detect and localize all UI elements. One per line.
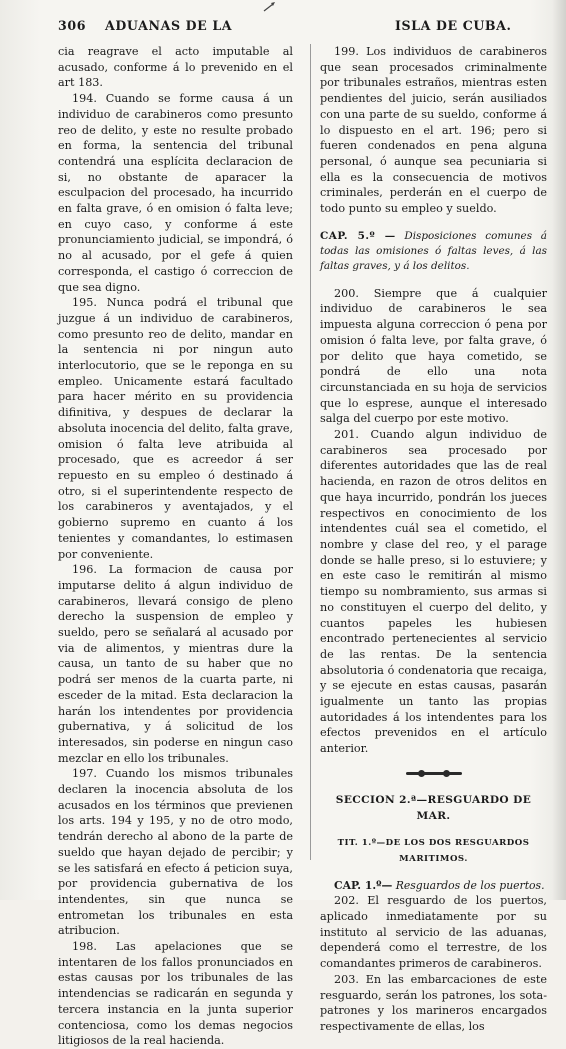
article-197: 197. Cuando los mismos tribunales declaren la inocencia absoluta de los acusados en los términos que previenen los arts. 194 y 195, y no de otro modo, tendrán derecho al abono de la parte de sueldo que hayan dejado de percibir; y se les satisfará en efecto á peticion suya, por providencia gubernativa de los intendentes, sin que nunca se entrometan los tribunales en esta atribucion.: [58, 767, 293, 938]
pen-mark-icon: [262, 2, 276, 12]
section-heading: SECCION 2.ª—RESGUARDO DE MAR.: [335, 793, 532, 822]
chapter-5-heading: [320, 229, 547, 274]
article-194: 194. Cuando se forme causa á un individuo de carabineros como presunto reo de delito, y este no resulte probado en forma, la sentencia del tribunal contendrá una esplícita declaracion de si, no obstante de aparacer la esculpacion del procesado, ha incurrido en falta grave, ó en omision ó falta leve; en cuyo caso, y conforme á este pronunciamiento judicial, se impondrá, ó no al acusado, por el gefe á quien corresponda, el castigo ó correccion de que sea digno.: [58, 92, 293, 294]
chapter-1-title: Resguardos de los puertos.: [395, 878, 545, 892]
article-195: 195. Nunca podrá el tribunal que juzgue á un individuo de carabineros, como presunto reo de delito, mandar en la sentencia ni por ningun auto interlocutorio, que se le reponga en su empleo. Unicamente estará facultado para hacer mérito en su providencia difinitiva, y despues de declarar la absoluta inocencia del delito, falta grave, omision ó falta leve atribuida al procesado, que es acreedor á ser repuesto en su empleo ó destinado á otro, si el superintendente respecto de los carabineros y aventajados, y el gobierno supremo en cuanto á los tenientes y comandantes, lo estimasen por conveniente.: [58, 296, 293, 561]
page-number: 306: [58, 18, 87, 33]
header-title-right: ISLA DE CUBA.: [395, 18, 512, 33]
article-203: 203. En las embarcaciones de este resguardo, serán los patrones, los sota-patrones y los marineros encargados respectivamente de ellas, los: [320, 972, 547, 1033]
divider-ornament: [320, 763, 547, 783]
article-199: 199. Los individuos de carabineros que sean procesados criminalmente por tribunales estraños, mientras esten pendientes del juicio, serán ausiliados con una parte de su sueldo, conforme á lo dispuesto en el art. 196; pero si fueren condenados en pena alguna personal, ó aunque sea pecuniaria si ella es la consecuencia de motivos criminales, perderán en el cuerpo de todo punto su empleo y sueldo.: [320, 45, 547, 216]
page-edge-shadow: [552, 0, 566, 900]
chapter-1-heading: [320, 878, 547, 894]
chapter-1-label: CAP. 1.º—: [334, 878, 393, 892]
left-column: [58, 44, 293, 1048]
paragraph: cia reagrave el acto imputable al acusado, conforme á lo prevenido en el art 183.: [58, 45, 293, 90]
article-202: 202. El resguardo de los puertos, aplicado inmediatamente por su instituto al servicio de las aduanas, dependerá como el terrestre, de los comandantes primeros de carabineros.: [320, 894, 547, 971]
article-196: 196. La formacion de causa por imputarse delito á algun individuo de carabineros, llevará consigo de pleno derecho la suspension de empleo y sueldo, pero se señalará al acusado por via de alimentos, y mientras dure la causa, un tanto de su haber que no podrá ser menos de la cuarta parte, ni esceder de la mitad. Esta declaracion la harán los intendentes por providencia gubernativa, y á solicitud de los interesados, sin poderse en ningun caso mezclar en ello los tribunales.: [58, 563, 293, 765]
chapter-5-label: CAP. 5.º —: [320, 229, 396, 242]
right-column: [310, 44, 547, 1033]
article-201: 201. Cuando algun individuo de carabineros sea procesado por diferentes autoridades que las de real hacienda, en razon de otros delitos en que haya incurrido, pondrán los jueces respectivos en conocimiento de los intendentes cuál sea el cometido, el nombre y clase del reo, y el parage donde se halle preso, si lo estuviere; y en este caso le remitirán al mismo tiempo su nombramiento, sus armas si no constituyen el cuerpo del delito, y cuantos papeles les hubiesen encontrado pertenecientes al servicio de las rentas. De la sentencia absolutoria ó condenatoria que recaiga, y se ejecute en estas causas, pasarán igualmente un tanto las propias autoridades á los intendentes para los efectos prevenidos en el artículo anterior.: [320, 428, 547, 756]
title-heading: TIT. 1.º—DE LOS DOS RESGUARDOS MARITIMOS.: [337, 838, 530, 864]
header-title-left: ADUANAS DE LA: [105, 18, 233, 33]
chapter-5-title: Disposiciones comunes á todas las omisiones ó faltas leves, á las faltas graves, y á los delitos.: [320, 229, 547, 272]
article-198: 198. Las apelaciones que se intentaren de los fallos pronunciados en estas causas por los tribunales de las intendencias se radicarán en segunda y tercera instancia en la junta superior contenciosa, como los demas negocios litigiosos de la real hacienda.: [58, 940, 293, 1048]
running-header: [58, 14, 548, 36]
article-200: 200. Siempre que á cualquier individuo de carabineros le sea impuesta alguna correccion ó pena por omision ó falta leve, por falta grave, ó por delito que haya cometido, se pondrá de ello una nota circunstanciada en su hoja de servicios que lo esprese, aunque el interesado salga del cuerpo por este motivo.: [320, 286, 547, 426]
